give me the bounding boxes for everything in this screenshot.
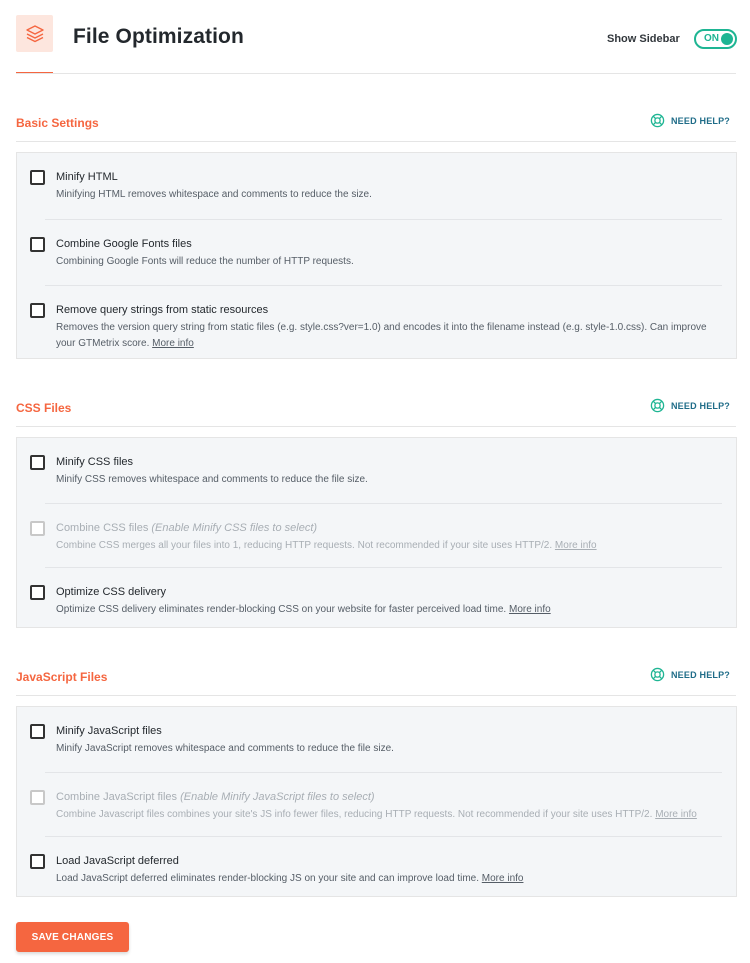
more-info-link[interactable]: More info bbox=[554, 540, 597, 551]
save-changes-button[interactable]: SAVE CHANGES bbox=[16, 922, 129, 952]
more-info-link[interactable]: More info bbox=[481, 873, 524, 884]
option-desc-text: Removes the version query string from static files (e.g. style.css?ver=1.0) and encodes it into the filename instead (e.g. style-1.0.css). Can improve your GTMetrix score. bbox=[56, 322, 707, 349]
option-desc bbox=[56, 320, 722, 352]
option-desc bbox=[56, 538, 722, 554]
option-title-text: Combine JavaScript files bbox=[56, 791, 178, 803]
option-desc bbox=[56, 807, 722, 823]
page-header bbox=[0, 0, 750, 75]
option-title: Minify JavaScript files bbox=[56, 725, 162, 737]
minify-css-checkbox[interactable] bbox=[30, 455, 45, 470]
more-info-link[interactable]: More info bbox=[152, 338, 194, 349]
option-title bbox=[56, 791, 722, 803]
lifebuoy-icon bbox=[650, 113, 665, 128]
option-desc-text: Combine Javascript files combines your site's JS info fewer files, reducing HTTP requests. Not recommended if your site uses HTTP/2. bbox=[56, 809, 653, 820]
panel-js bbox=[16, 706, 737, 897]
lifebuoy-icon bbox=[650, 667, 665, 682]
option-row bbox=[45, 220, 722, 286]
show-sidebar-label: Show Sidebar bbox=[607, 33, 680, 45]
option-desc-text: Optimize CSS delivery eliminates render-blocking CSS on your website for faster perceived load time. bbox=[56, 604, 507, 615]
show-sidebar-toggle[interactable] bbox=[694, 29, 737, 49]
option-desc bbox=[56, 602, 722, 618]
option-row bbox=[45, 438, 722, 504]
section-header-css bbox=[16, 401, 736, 427]
option-title bbox=[56, 522, 722, 534]
more-info-link[interactable]: More info bbox=[508, 604, 551, 615]
need-help-link-js[interactable] bbox=[650, 667, 730, 682]
option-row-disabled bbox=[45, 773, 722, 837]
section-title-basic: Basic Settings bbox=[16, 116, 99, 130]
option-title: Load JavaScript deferred bbox=[56, 855, 179, 867]
combine-js-checkbox[interactable] bbox=[30, 790, 45, 805]
option-row bbox=[45, 286, 722, 362]
minify-js-checkbox[interactable] bbox=[30, 724, 45, 739]
more-info-link[interactable]: More info bbox=[655, 809, 697, 820]
option-title: Remove query strings from static resources bbox=[56, 304, 269, 316]
option-desc: Minifying HTML removes whitespace and comments to reduce the size. bbox=[56, 189, 372, 200]
option-row bbox=[45, 837, 722, 899]
remove-query-strings-checkbox[interactable] bbox=[30, 303, 45, 318]
need-help-label: NEED HELP? bbox=[670, 400, 730, 411]
section-header-basic bbox=[16, 116, 736, 142]
layers-logo-icon bbox=[16, 15, 53, 52]
section-title-css: CSS Files bbox=[16, 401, 72, 415]
section-title-js: JavaScript Files bbox=[16, 670, 108, 684]
option-row bbox=[45, 153, 722, 220]
need-help-label: NEED HELP? bbox=[670, 115, 730, 126]
option-title: Minify CSS files bbox=[56, 456, 134, 468]
option-desc: Minify JavaScript removes whitespace and comments to reduce the file size. bbox=[56, 743, 394, 754]
toggle-state-label: ON bbox=[704, 33, 719, 44]
option-desc-text: Combine CSS merges all your files into 1, reducing HTTP requests. Not recommended if your site uses HTTP/2. bbox=[56, 540, 553, 551]
option-desc-text: Load JavaScript deferred eliminates render-blocking JS on your site and can improve load time. bbox=[56, 873, 479, 884]
combine-google-fonts-checkbox[interactable] bbox=[30, 237, 45, 252]
option-title: Combine Google Fonts files bbox=[56, 238, 192, 250]
option-desc: Minify CSS removes whitespace and comments to reduce the file size. bbox=[56, 474, 368, 485]
panel-basic bbox=[16, 152, 737, 359]
panel-css bbox=[16, 437, 737, 628]
page-title: File Optimization bbox=[73, 25, 244, 48]
option-row-disabled bbox=[45, 504, 722, 568]
option-row bbox=[45, 707, 722, 773]
lifebuoy-icon bbox=[650, 398, 665, 413]
option-hint: (Enable Minify CSS files to select) bbox=[151, 522, 318, 534]
need-help-link-basic[interactable] bbox=[650, 113, 730, 128]
option-title: Optimize CSS delivery bbox=[56, 586, 167, 598]
optimize-css-delivery-checkbox[interactable] bbox=[30, 585, 45, 600]
need-help-label: NEED HELP? bbox=[670, 669, 730, 680]
toggle-knob bbox=[721, 33, 733, 45]
load-js-deferred-checkbox[interactable] bbox=[30, 854, 45, 869]
header-divider bbox=[16, 73, 736, 74]
option-hint: (Enable Minify JavaScript files to select) bbox=[180, 791, 375, 803]
need-help-link-css[interactable] bbox=[650, 398, 730, 413]
minify-html-checkbox[interactable] bbox=[30, 170, 45, 185]
option-row bbox=[45, 568, 722, 630]
option-title: Minify HTML bbox=[56, 171, 118, 183]
option-desc: Combining Google Fonts will reduce the number of HTTP requests. bbox=[56, 256, 354, 267]
option-title-text: Combine CSS files bbox=[56, 522, 149, 534]
combine-css-checkbox[interactable] bbox=[30, 521, 45, 536]
section-header-js bbox=[16, 670, 736, 696]
option-desc bbox=[56, 871, 722, 887]
